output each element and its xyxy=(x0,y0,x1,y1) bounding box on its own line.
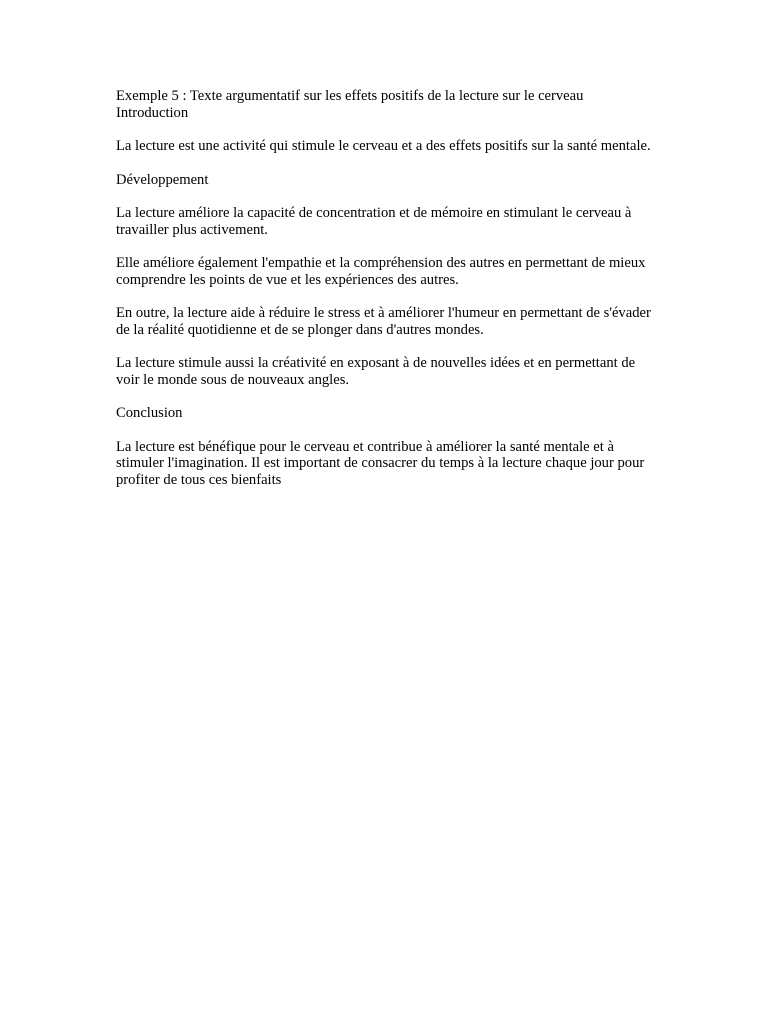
development-paragraph-1: La lecture améliore la capacité de concentration et de mémoire en stimulant le cerveau à travailler plus activement. xyxy=(116,205,632,238)
intro-paragraph: La lecture est une activité qui stimule le cerveau et a des effets positifs sur la santé mentale. xyxy=(116,138,651,154)
development-paragraph-3: En outre, la lecture aide à réduire le stress et à améliorer l'humeur en permettant de s'évader de la réalité quotidienne et de se plonger dans d'autres mondes. xyxy=(116,305,651,338)
conclusion-paragraph: La lecture est bénéfique pour le cerveau et contribue à améliorer la santé mentale et à stimuler l'imagination. Il est important de consacrer du temps à la lecture chaque jour pour profiter de tous ces bienfaits xyxy=(116,438,645,488)
document-title: Exemple 5 : Texte argumentatif sur les effets positifs de la lecture sur le cerveau xyxy=(116,88,584,104)
header-block xyxy=(116,88,656,121)
document-page xyxy=(116,88,656,505)
intro-heading: Introduction xyxy=(116,104,189,121)
development-heading: Développement xyxy=(116,171,209,188)
development-paragraph-4: La lecture stimule aussi la créativité en exposant à de nouvelles idées et en permettant de voir le monde sous de nouveaux angles. xyxy=(116,355,636,388)
development-paragraph-2: Elle améliore également l'empathie et la compréhension des autres en permettant de mieux comprendre les points de vue et les expériences des autres. xyxy=(116,255,646,288)
conclusion-heading: Conclusion xyxy=(116,405,183,421)
